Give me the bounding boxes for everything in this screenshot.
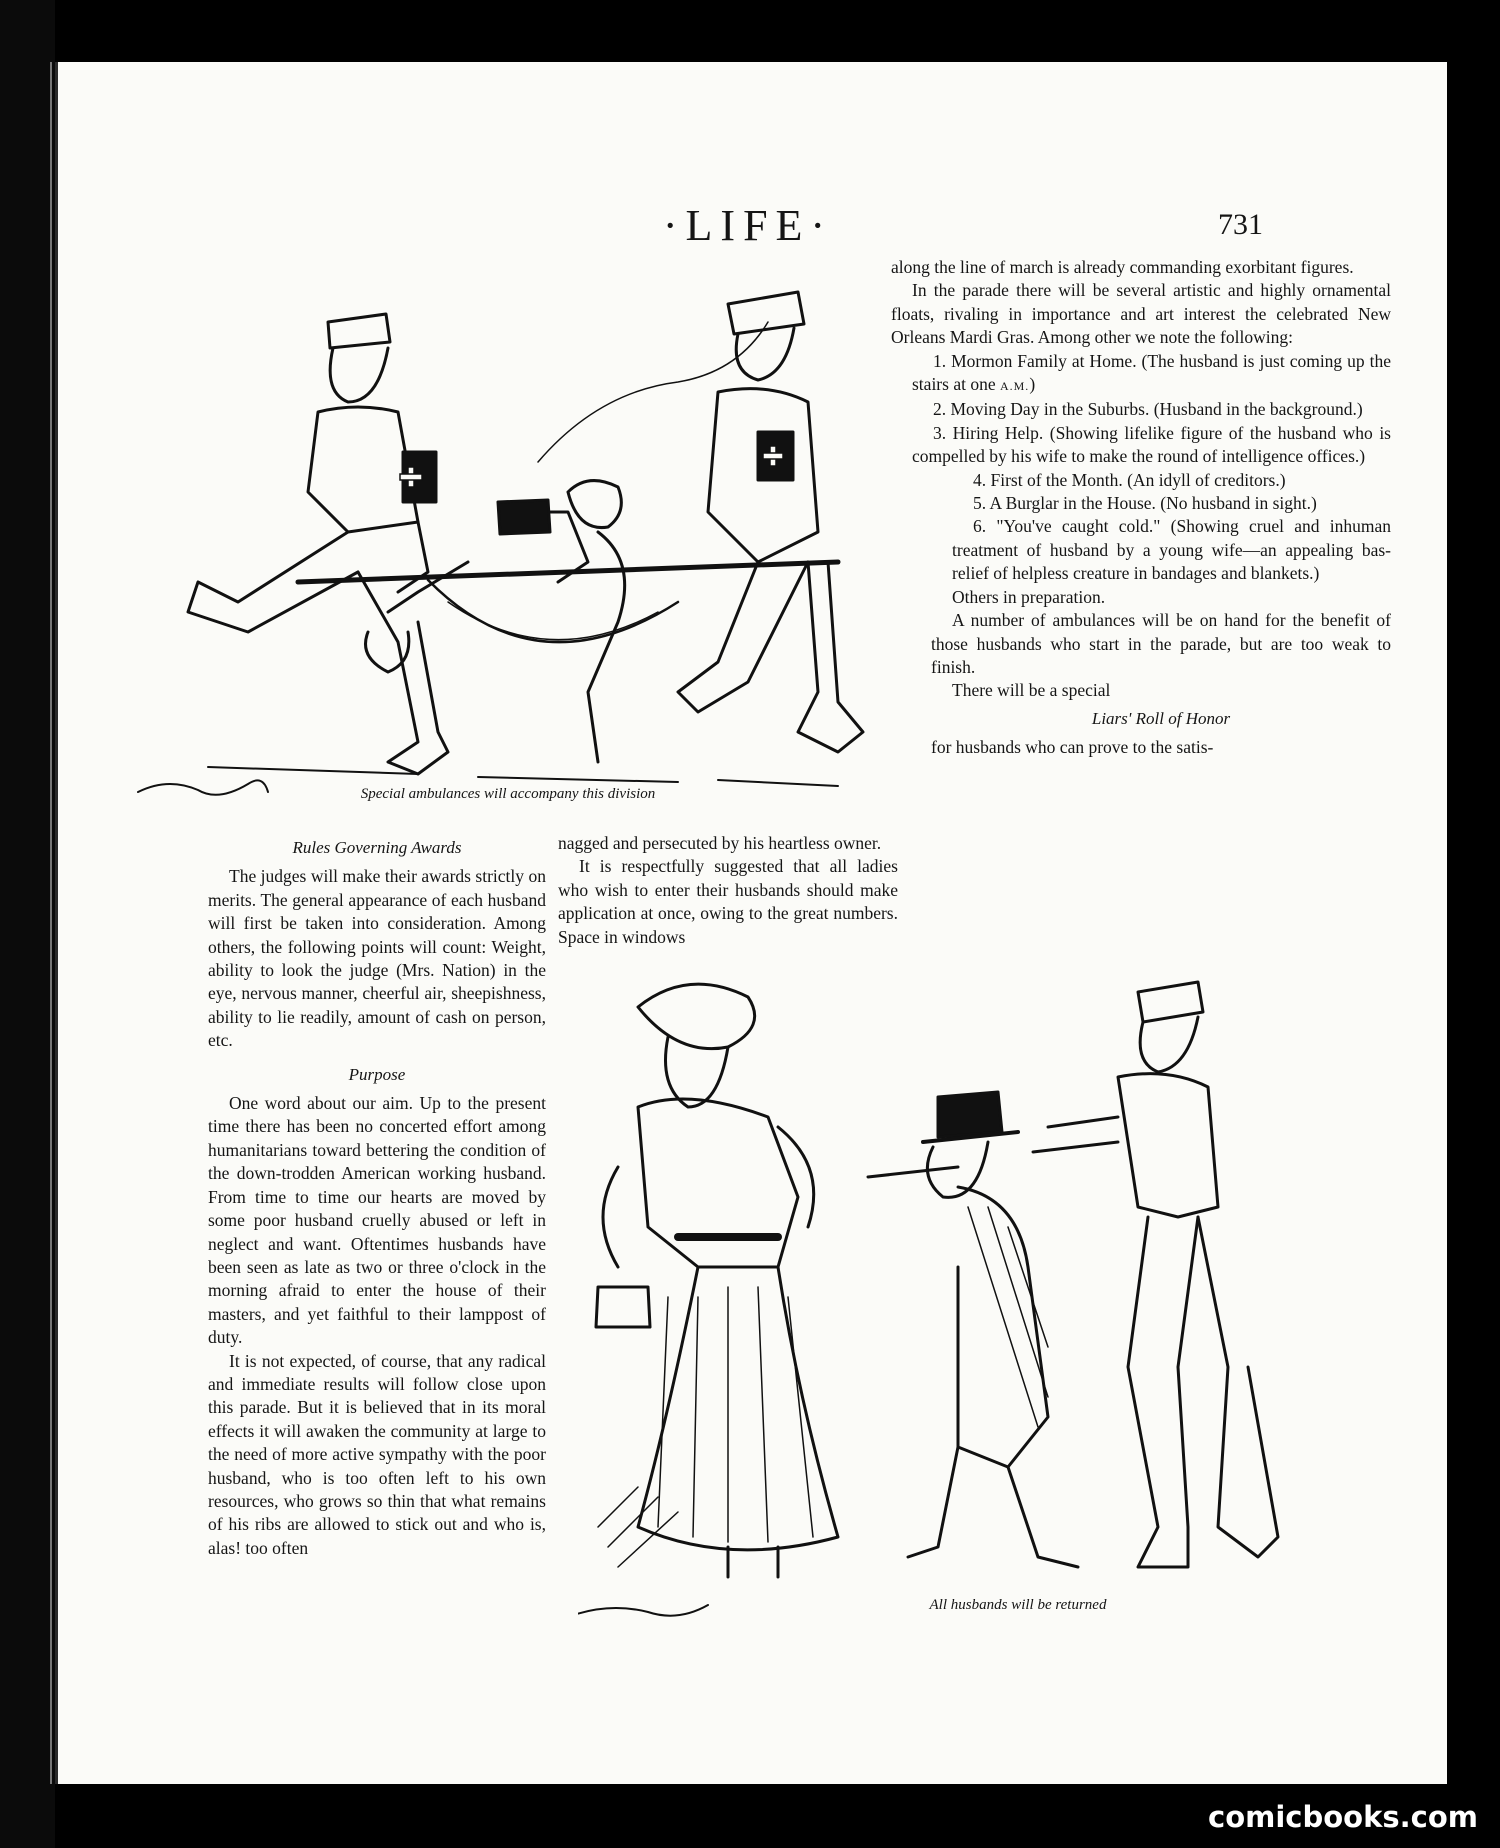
float-item-3: 3. Hiring Help. (Showing lifelike figure of the husband who is compelled by his wife to make the round of intelligence offices.) <box>912 422 1391 467</box>
page-title: ·LIFE· <box>662 201 834 250</box>
float-item-2: 2. Moving Day in the Suburbs. (Husband in the background.) <box>933 399 1363 420</box>
page-edge <box>50 62 52 1784</box>
column-3-continuation: along the line of march is already commanding exorbitant figures. <box>891 257 1354 277</box>
page-number: 731 <box>1218 208 1263 241</box>
rules-heading: Rules Governing Awards <box>292 838 462 857</box>
liars-paragraph: for husbands who can prove to the satis- <box>931 737 1214 758</box>
magazine-page <box>55 62 1447 1784</box>
husbands-returned-illustration <box>578 967 1368 1617</box>
special-paragraph: There will be a special <box>952 680 1111 701</box>
column-3 <box>891 256 1391 760</box>
column-2 <box>558 832 898 949</box>
float-item-1: 1. Mormon Family at Home. (The husband is just coming up the stairs at one A.M.) <box>912 350 1391 395</box>
others-paragraph: Others in preparation. <box>952 586 1106 607</box>
float-item-6: 6. "You've caught cold." (Showing cruel and inhuman treatment of husband by a young wife—an appealing bas-relief of helpless creature in bandages and blankets.) <box>952 516 1391 584</box>
float-item-4: 4. First of the Month. (An idyll of creditors.) <box>973 469 1286 490</box>
bottom-illustration-caption: All husbands will be returned <box>929 1597 1107 1613</box>
purpose-paragraph-2: It is not expected, of course, that any radical and immediate results will follow close upon this parade. But it is believed that in its moral effects it will awaken the community at large to the need of more active sympathy with the poor husband, who is too often left to his own resources, who grows so thin that what remains of his ribs are allowed to stick out and who is, alas! too often <box>208 1350 546 1558</box>
ambulances-paragraph: A number of ambulances will be on hand for the benefit of those husbands who start in the parade, but are too weak to finish. <box>931 610 1391 677</box>
watermark: comicbooks.com <box>1208 1800 1478 1834</box>
stretcher-illustration <box>118 262 878 812</box>
purpose-heading: Purpose <box>348 1064 406 1084</box>
column-1 <box>208 832 546 1560</box>
rules-paragraph: The judges will make their awards strictly on merits. The general appearance of each husband will first be taken into consideration. Among others, the following points will count: Weight, ability to look the judge (Mrs. Nation) in the eye, nervous manner, cheerful air, sheepishness, ability to lie readily, amount of cash on person, etc. <box>208 866 546 1051</box>
book-spine <box>0 0 55 1848</box>
column-2-continuation: nagged and persecuted by his heartless owner. <box>558 833 882 853</box>
top-illustration-caption: Special ambulances will accompany this division <box>360 786 656 802</box>
float-item-5: 5. A Burglar in the House. (No husband in sight.) <box>973 493 1317 514</box>
column-2-paragraph: It is respectfully suggested that all ladies who wish to enter their husbands should make application at once, owing to the great numbers. Space in windows <box>558 856 898 947</box>
floats-intro: In the parade there will be several artistic and highly ornamental floats, rivaling in importance and art interest the celebrated New Orleans Mardi Gras. Among other we note the following: <box>891 280 1391 348</box>
purpose-paragraph-1: One word about our aim. Up to the present time there has been no concerted effort among humanitarians toward bettering the condition of the down-trodden American working husband. From time to time our hearts are moved by some poor husband cruelly abused or left in neglect and want. Oftentimes husbands have been seen as late as two or three o'clock in the morning afraid to enter the house of their masters, and yet faithful to their lamppost of duty. <box>208 1093 546 1348</box>
liars-heading: Liars' Roll of Honor <box>1091 708 1231 728</box>
